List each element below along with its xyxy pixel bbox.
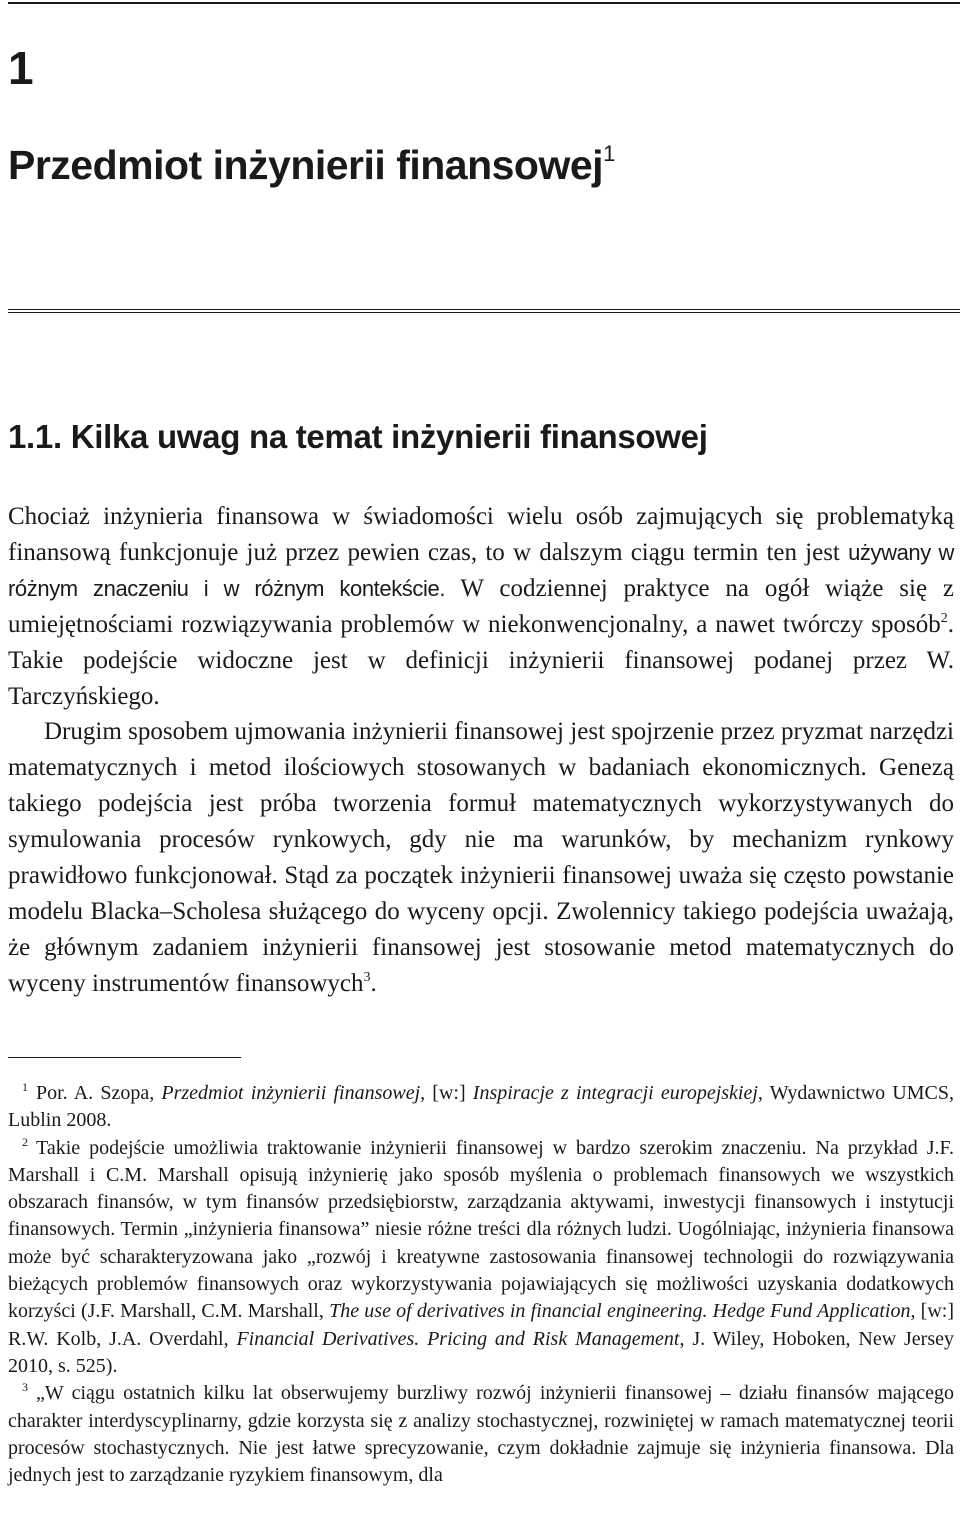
paragraph-2-part-a: Drugim sposobem ujmowania inżynierii finansowej jest spojrzenie przez pryzmat narzędzi matematycznych i metod ilościowych stosowanych w badaniach ekonomicznych. Genezą takiego podejścia jest próba tworzenia formuł matematycznych wykorzystywanych do symulowania procesów rynkowych, gdy nie ma warunków, by mechanizm rynkowy prawidłowo funkcjonował. Stąd za początek inżynierii finansowej uważa się często powstanie modelu Blacka–Scholesa służącego do wyceny opcji. Zwolennicy takiego podejścia uważają, że głównym zadaniem inżynierii finansowej jest stosowanie metod matematycznych do wyceny instrumentów finansowych: [8, 718, 954, 997]
top-rule: [8, 2, 960, 4]
footnote-3: [8, 1380, 954, 1489]
footnote-ref-1[interactable]: 1: [603, 141, 615, 166]
footnote-2-text-c: , J. Wiley, Hoboken, New Jersey 2010, s. 525).: [8, 1327, 954, 1377]
footnote-2-number: 2: [22, 1134, 28, 1149]
chapter-title: [8, 126, 615, 193]
body-text: [8, 499, 954, 1002]
paragraph-2: [8, 714, 954, 1001]
footnote-1-title: Przedmiot inżynierii finansowej: [161, 1082, 421, 1104]
chapter-title-text: Przedmiot inżynierii finansowej: [8, 142, 604, 188]
paragraph-1-part-a: Chociaż inżynieria finansowa w świadomości wielu osób zajmujących się problematyką finansową funkcjonuje już przez pewien czas, to w dalszym ciągu termin ten jest: [8, 503, 954, 566]
paragraph-1: [8, 499, 954, 714]
paragraph-1-part-b: używany w różnym znaczeniu i w różnym kontekście.: [8, 539, 954, 601]
paragraph-2-part-b: .: [370, 969, 377, 997]
section-title: 1.1. Kilka uwag na temat inżynierii finansowej: [8, 418, 708, 455]
footnote-1-number: 1: [22, 1080, 28, 1094]
section-divider: [8, 309, 960, 313]
footnote-1-text-c: , Wydawnictwo UMCS, Lublin 2008.: [8, 1082, 954, 1132]
footnote-3-text: „W ciągu ostatnich kilku lat obserwujemy burzliwy rozwój inżynierii finansowej – działu finansów mającego charakter interdyscyplinarny, gdzie korzysta się z analizy stochastycznej, rozwiniętej w ramach matematycznej teorii procesów stochastycznych. Nie jest łatwe sprecyzowanie, czym dokładnie zajmuje się inżynieria finansowa. Dla jednych jest to zarządzanie ryzykiem finansowym, dla: [8, 1382, 954, 1487]
footnote-2-text-a: Takie podejście umożliwia traktowanie inżynierii finansowej w bardzo szerokim znaczeniu. Na przykład J.F. Marshall i C.M. Marshall opisują inżynierię jako sposób myślenia o problemach finansowych we wszystkich obszarach finansów, w tym finansów przedsiębiorstw, zarządzania aktywami, inwestycji finansowych i instytucji finansowych. Termin „inżynieria finansowa” niesie różne treści dla różnych ludzi. Uogólniając, inżynieria finansowa może być scharakteryzowana jako „rozwój i kreatywne zastosowania finansowej technologii do rozwiązywania bieżących problemów finansowych oraz wykorzystywania pojawiających się możliwości uzyskania dodatkowych korzyści (J.F. Marshall, C.M. Marshall,: [8, 1136, 954, 1323]
footnote-2: [8, 1135, 954, 1381]
paragraph-1-part-d: . Takie podejście widoczne jest w definicji inżynierii finansowej podanej przez W. Tarczyńskiego.: [8, 610, 954, 710]
footnote-2-text-b: , [w:] R.W. Kolb, J.A. Overdahl,: [8, 1300, 954, 1350]
footnote-1: [8, 1080, 954, 1135]
footnote-2-book-title: Financial Derivatives. Pricing and Risk Management: [236, 1327, 680, 1350]
footnote-3-number: 3: [22, 1380, 28, 1395]
footnote-1-text-a: Por. A. Szopa,: [36, 1082, 162, 1104]
footnote-ref-3[interactable]: 3: [363, 969, 371, 985]
footnotes: [8, 1080, 954, 1489]
chapter-number: 1: [8, 42, 34, 94]
footnote-ref-2[interactable]: 2: [940, 610, 948, 626]
footnote-2-title: The use of derivatives in financial engineering. Hedge Fund Application: [329, 1300, 911, 1323]
footnote-1-book-title: Inspiracje z integracji europejskiej: [472, 1082, 758, 1104]
footnote-1-text-b: , [w:]: [420, 1082, 473, 1104]
footnote-separator: [8, 1057, 241, 1058]
paragraph-1-part-c: W codziennej praktyce na ogół wiąże się z umiejętnościami rozwiązywania problemów w niekonwencjonalny, a nawet twórczy sposób: [8, 574, 954, 638]
